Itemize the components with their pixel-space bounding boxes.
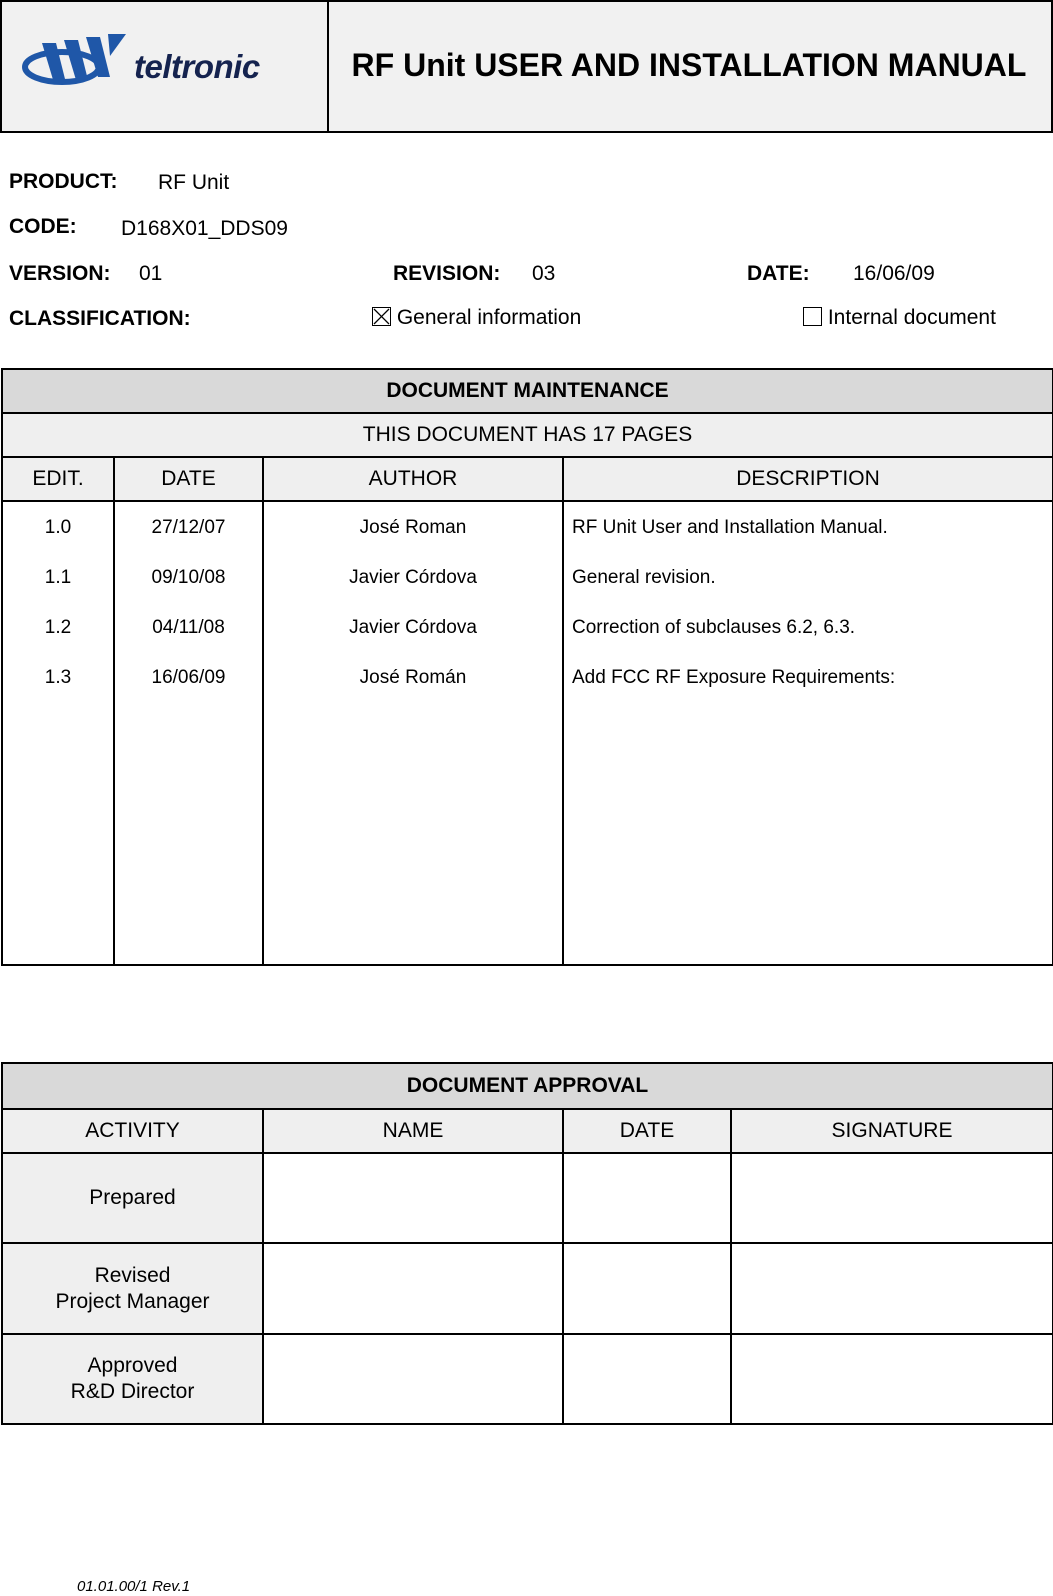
author-cell: José Roman xyxy=(359,517,467,538)
activity-label: Prepared xyxy=(89,1186,176,1209)
date-cell: 16/06/09 xyxy=(151,667,226,688)
edit-cell: 1.1 xyxy=(44,567,72,588)
version-value: 01 xyxy=(139,262,163,285)
description-cell: RF Unit User and Installation Manual. xyxy=(572,517,888,538)
table-row xyxy=(2,1153,1053,1243)
activity-role: R&D Director xyxy=(70,1380,195,1403)
version-label: VERSION: xyxy=(9,262,111,285)
unchecked-checkbox-icon[interactable] xyxy=(803,307,822,326)
date-value: 16/06/09 xyxy=(853,262,935,285)
footer-reference: 01.01.00/1 Rev.1 xyxy=(77,1578,191,1595)
code-label: CODE: xyxy=(9,215,77,238)
maintenance-title: DOCUMENT MAINTENANCE xyxy=(2,369,1053,413)
edit-cell: 1.3 xyxy=(44,667,72,688)
classification-label: CLASSIFICATION: xyxy=(9,307,191,330)
date-cell: 27/12/07 xyxy=(151,517,226,538)
maintenance-subtitle: THIS DOCUMENT HAS 17 PAGES xyxy=(2,413,1053,457)
signature-cell[interactable] xyxy=(731,1243,1053,1334)
classification-option-internal[interactable] xyxy=(803,306,996,330)
name-cell[interactable] xyxy=(263,1243,563,1334)
product-label: PRODUCT: xyxy=(9,170,118,193)
description-cell: Add FCC RF Exposure Requirements: xyxy=(572,667,896,688)
column-header-author: AUTHOR xyxy=(263,457,563,501)
table-row xyxy=(2,1334,1053,1424)
logo-text: teltronic xyxy=(134,48,260,85)
checked-checkbox-icon[interactable] xyxy=(372,307,391,326)
activity-label: Approved xyxy=(87,1354,178,1377)
date-cell[interactable] xyxy=(563,1153,731,1243)
column-header-activity: ACTIVITY xyxy=(2,1109,263,1153)
teltronic-logo xyxy=(22,28,302,98)
column-header-edit: EDIT. xyxy=(2,457,114,501)
edit-cell: 1.0 xyxy=(44,517,72,538)
date-cell[interactable] xyxy=(563,1243,731,1334)
column-header-description: DESCRIPTION xyxy=(563,457,1053,501)
column-header-date: DATE xyxy=(563,1109,731,1153)
product-value: RF Unit xyxy=(158,171,230,194)
description-cell: General revision. xyxy=(572,567,716,588)
classification-option-label: General information xyxy=(396,306,582,329)
revision-value: 03 xyxy=(532,262,556,285)
name-cell[interactable] xyxy=(263,1153,563,1243)
column-header-date: DATE xyxy=(114,457,263,501)
document-title: RF Unit USER AND INSTALLATION MANUAL xyxy=(351,47,1027,83)
activity-role: Project Manager xyxy=(55,1289,210,1313)
code-value: D168X01_DDS09 xyxy=(121,217,288,240)
activity-cell xyxy=(2,1153,263,1243)
description-cell: Correction of subclauses 6.2, 6.3. xyxy=(572,617,856,638)
activity-cell xyxy=(2,1334,263,1424)
classification-option-general[interactable] xyxy=(372,306,581,330)
column-header-signature: SIGNATURE xyxy=(731,1109,1053,1153)
revision-label: REVISION: xyxy=(393,262,501,285)
date-cell: 04/11/08 xyxy=(152,617,225,638)
author-cell: Javier Córdova xyxy=(349,567,477,588)
date-cell: 09/10/08 xyxy=(151,567,226,588)
edit-column xyxy=(2,501,114,965)
signature-cell[interactable] xyxy=(731,1334,1053,1424)
name-cell[interactable] xyxy=(263,1334,563,1424)
document-maintenance-table xyxy=(1,368,1053,966)
author-column xyxy=(263,501,563,965)
teltronic-logo-icon xyxy=(22,28,132,98)
classification-option-label: Internal document xyxy=(827,306,996,329)
approval-title: DOCUMENT APPROVAL xyxy=(2,1063,1053,1109)
author-cell: José Román xyxy=(359,667,467,688)
activity-cell xyxy=(2,1243,263,1334)
description-column xyxy=(563,501,1053,965)
document-approval-table xyxy=(1,1062,1053,1425)
author-cell: Javier Córdova xyxy=(349,617,477,638)
signature-cell[interactable] xyxy=(731,1153,1053,1243)
date-column xyxy=(114,501,263,965)
table-row xyxy=(2,1243,1053,1334)
activity-label: Revised xyxy=(94,1263,171,1287)
edit-cell: 1.2 xyxy=(44,617,72,638)
column-header-name: NAME xyxy=(263,1109,563,1153)
date-cell[interactable] xyxy=(563,1334,731,1424)
date-label: DATE: xyxy=(747,262,810,285)
